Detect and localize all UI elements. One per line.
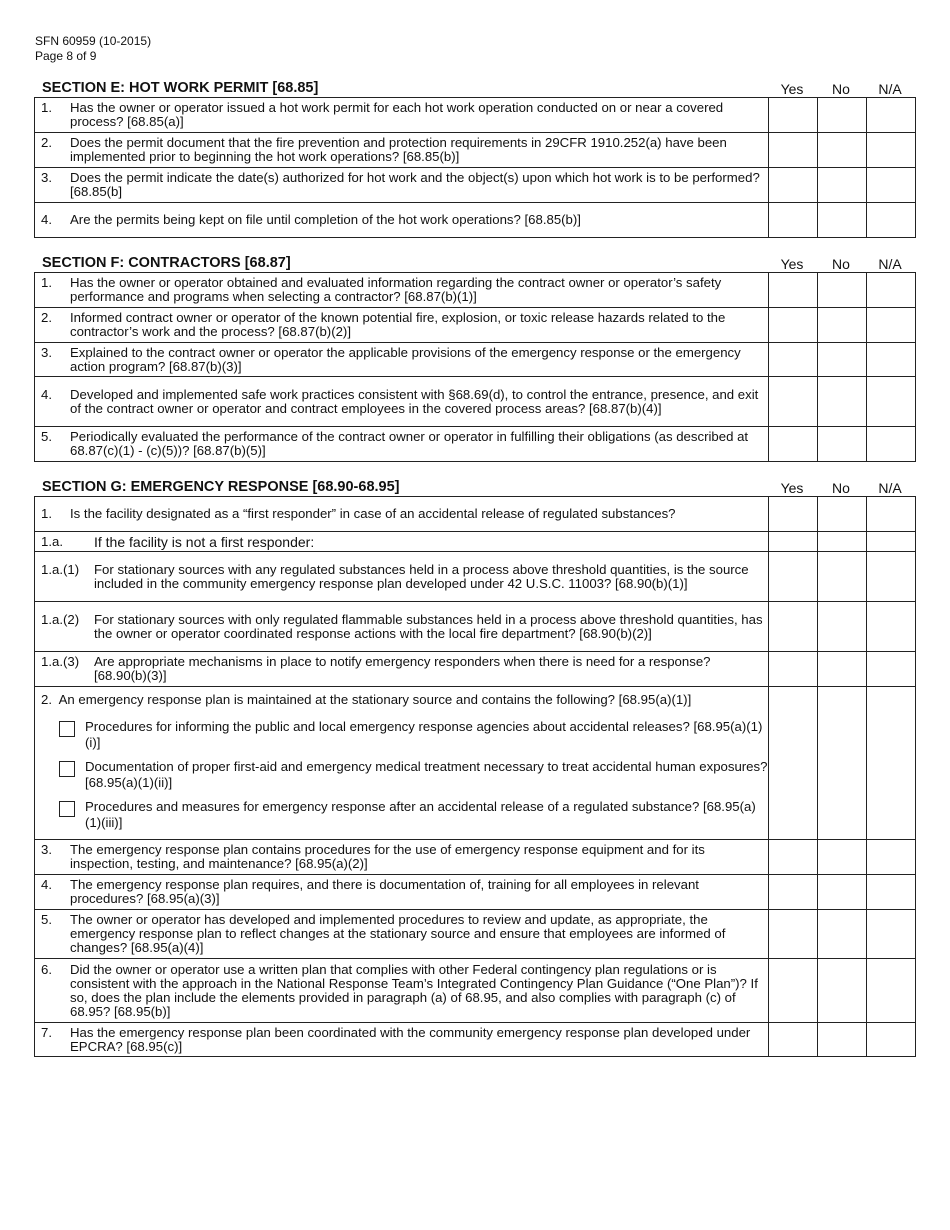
question-text: Are appropriate mechanisms in place to notify emergency responders when there is need for a response? [68.90(b)(3)]: [94, 654, 711, 683]
item-number: 2.: [41, 692, 52, 707]
na-cell[interactable]: [867, 1023, 916, 1057]
question-text: Does the permit document that the fire prevention and protection requirements in 29CFR 1910.252(a) have been implemented prior to beginning the hot work operations? [68.85(b)]: [70, 135, 727, 164]
item-number: 4.: [41, 212, 52, 227]
question-text: An emergency response plan is maintained at the stationary source and contains the following? [68.95(a)(1)]: [58, 692, 692, 707]
question-text: The owner or operator has developed and implemented procedures to review and update, as appropriate, the emergency response plan to reflect changes at the stationary source and ensure that employees are informed of changes? [68.95(a)(4)]: [70, 912, 726, 955]
na-cell[interactable]: [867, 168, 916, 203]
yes-cell: [769, 532, 818, 552]
form-id: SFN 60959 (10-2015): [35, 34, 152, 48]
item-number: 1.a.: [41, 533, 63, 549]
no-cell[interactable]: [818, 273, 867, 308]
item-number: 3.: [41, 842, 52, 857]
yes-cell[interactable]: [769, 652, 818, 687]
yes-cell[interactable]: [769, 343, 818, 377]
table-row: [35, 203, 916, 238]
no-cell[interactable]: [818, 203, 867, 238]
na-cell[interactable]: [867, 687, 916, 840]
item-number: 5.: [41, 429, 52, 444]
no-cell[interactable]: [818, 343, 867, 377]
question-text: The emergency response plan contains procedures for the use of emergency response equipment and for its inspection, testing, and maintenance? [68.95(a)(2)]: [70, 842, 705, 871]
table-row: [35, 427, 916, 462]
no-cell[interactable]: [818, 959, 867, 1023]
question-text: Explained to the contract owner or operator the applicable provisions of the emergency response or the emergency action program? [68.87(b)(3)]: [70, 344, 741, 374]
table-row: [35, 497, 916, 532]
table-row: [35, 687, 916, 840]
checklist-text: Procedures and measures for emergency response after an accidental release of a regulated substance? [68.95(a)(1)(iii)]: [85, 799, 756, 830]
question-text: The emergency response plan requires, and there is documentation of, training for all employees in relevant procedures? [68.95(a)(3)]: [70, 877, 699, 906]
na-cell[interactable]: [867, 959, 916, 1023]
table-row: [35, 343, 916, 377]
yes-cell[interactable]: [769, 875, 818, 910]
table-row: [35, 1023, 916, 1057]
na-cell[interactable]: [867, 308, 916, 343]
question-text: Does the permit indicate the date(s) authorized for hot work and the object(s) upon which hot work is to be performed? [68.85(b]: [70, 170, 760, 199]
item-number: 6.: [41, 961, 52, 977]
col-yes-label: Yes: [780, 256, 804, 272]
col-na-label: N/A: [878, 480, 902, 496]
section-f-title: SECTION F: CONTRACTORS [68.87]: [42, 255, 291, 271]
na-cell[interactable]: [867, 377, 916, 427]
no-cell[interactable]: [818, 910, 867, 959]
na-cell[interactable]: [867, 602, 916, 652]
no-cell[interactable]: [818, 687, 867, 840]
yes-cell[interactable]: [769, 910, 818, 959]
checkbox[interactable]: [59, 801, 75, 817]
table-row: [35, 377, 916, 427]
table-row: [35, 308, 916, 343]
item-number: 1.a.(1): [41, 561, 80, 577]
na-cell[interactable]: [867, 552, 916, 602]
table-row: [35, 168, 916, 203]
table-row: [35, 552, 916, 602]
col-na-label: N/A: [878, 81, 902, 97]
col-no-label: No: [832, 81, 850, 97]
no-cell[interactable]: [818, 427, 867, 462]
no-cell[interactable]: [818, 875, 867, 910]
no-cell: [818, 532, 867, 552]
table-row: [35, 273, 916, 308]
col-na-label: N/A: [878, 256, 902, 272]
checklist-text: Documentation of proper first-aid and emergency medical treatment necessary to treat accidental human exposures? [68.95(a)(1)(ii)]: [85, 759, 768, 790]
question-text: Has the owner or operator issued a hot work permit for each hot work operation conducted on or near a covered process? [68.85(a)]: [70, 100, 724, 129]
col-no-label: No: [832, 256, 850, 272]
yes-cell[interactable]: [769, 377, 818, 427]
section-e-table: [34, 97, 916, 238]
table-row: [35, 532, 916, 552]
na-cell[interactable]: [867, 840, 916, 875]
na-cell[interactable]: [867, 343, 916, 377]
yes-cell[interactable]: [769, 427, 818, 462]
question-text: Informed contract owner or operator of the known potential fire, explosion, or toxic release hazards related to the contractor’s work and the process? [68.87(b)(2)]: [70, 310, 726, 339]
table-row: [35, 652, 916, 687]
item-number: 1.a.(3): [41, 654, 80, 669]
na-cell[interactable]: [867, 98, 916, 133]
yes-cell[interactable]: [769, 497, 818, 532]
item-number: 4.: [41, 877, 52, 892]
yes-cell[interactable]: [769, 203, 818, 238]
item-number: 5.: [41, 912, 52, 927]
question-text: For stationary sources with any regulated substances held in a process above threshold quantities, is the source included in the community emergency response plan developed under 42 U.S.C. 11003? [68.90(b)(1)]: [94, 561, 749, 591]
item-number: 2.: [41, 310, 52, 325]
page-number: Page 8 of 9: [35, 49, 97, 63]
table-row: [35, 959, 916, 1023]
na-cell[interactable]: [867, 652, 916, 687]
table-row: [35, 840, 916, 875]
item-number: 1.: [41, 275, 52, 290]
no-cell[interactable]: [818, 377, 867, 427]
table-row: [35, 875, 916, 910]
table-row: [35, 98, 916, 133]
yes-cell[interactable]: [769, 840, 818, 875]
question-text: If the facility is not a first responder:: [94, 533, 315, 550]
table-row: [35, 602, 916, 652]
question-text: Did the owner or operator use a written plan that complies with other Federal contingency plan regulations or is consistent with the approach in the National Response Team’s Integrated Contingency Plan Guidance (“One Plan”)? If so, does the plan include the elements provided in paragraph (a) of 68.95, and also complies with paragraph (c) of 68.95? [68.95(b)]: [70, 961, 758, 1019]
question-text: Has the emergency response plan been coordinated with the community emergency response plan developed under EPCRA? [68.95(c)]: [70, 1024, 751, 1054]
na-cell[interactable]: [867, 273, 916, 308]
section-g-table: [34, 496, 916, 1057]
item-number: 3.: [41, 170, 52, 185]
na-cell: [867, 532, 916, 552]
checkbox[interactable]: [59, 721, 75, 737]
no-cell[interactable]: [818, 308, 867, 343]
yes-cell[interactable]: [769, 959, 818, 1023]
no-cell[interactable]: [818, 98, 867, 133]
no-cell[interactable]: [818, 133, 867, 168]
item-number: 1.: [41, 506, 52, 521]
yes-cell[interactable]: [769, 98, 818, 133]
table-row: [35, 133, 916, 168]
yes-cell[interactable]: [769, 133, 818, 168]
item-number: 4.: [41, 386, 52, 402]
yes-cell[interactable]: [769, 602, 818, 652]
checklist-item: [59, 799, 768, 831]
section-f-table: [34, 272, 916, 462]
yes-cell[interactable]: [769, 1023, 818, 1057]
section-e-title: SECTION E: HOT WORK PERMIT [68.85]: [42, 80, 319, 96]
yes-cell[interactable]: [769, 308, 818, 343]
col-no-label: No: [832, 480, 850, 496]
checklist-text: Procedures for informing the public and local emergency response agencies about accidental releases? [68.95(a)(1)(i)]: [85, 719, 763, 750]
question-text: Periodically evaluated the performance of the contract owner or operator in fulfilling their obligations (as described at 68.87(c)(1) - (c)(5))? [68.87(b)(5)]: [70, 429, 749, 458]
na-cell[interactable]: [867, 427, 916, 462]
question-text: Are the permits being kept on file until completion of the hot work operations? [68.85(b)]: [70, 212, 581, 227]
checkbox[interactable]: [59, 761, 75, 777]
item-number: 3.: [41, 344, 52, 360]
no-cell[interactable]: [818, 497, 867, 532]
na-cell[interactable]: [867, 497, 916, 532]
yes-cell[interactable]: [769, 168, 818, 203]
item-number: 7.: [41, 1024, 52, 1040]
no-cell[interactable]: [818, 652, 867, 687]
yes-cell[interactable]: [769, 273, 818, 308]
na-cell[interactable]: [867, 910, 916, 959]
yes-cell[interactable]: [769, 687, 818, 840]
item-number: 1.a.(2): [41, 611, 80, 627]
na-cell[interactable]: [867, 875, 916, 910]
col-yes-label: Yes: [780, 480, 804, 496]
checklist-item: [59, 719, 768, 751]
na-cell[interactable]: [867, 133, 916, 168]
question-text: Has the owner or operator obtained and evaluated information regarding the contract owner or operator’s safety performance and programs when selecting a contractor? [68.87(b)(1)]: [70, 275, 722, 304]
checklist-item: [59, 759, 768, 791]
question-text: For stationary sources with only regulated flammable substances held in a process above threshold quantities, has the owner or operator coordinated response actions with the local fire department? [68.90(b)(2)]: [94, 611, 763, 641]
col-yes-label: Yes: [780, 81, 804, 97]
yes-cell[interactable]: [769, 552, 818, 602]
table-row: [35, 910, 916, 959]
no-cell[interactable]: [818, 840, 867, 875]
item-number: 2.: [41, 135, 52, 150]
question-text: Developed and implemented safe work practices consistent with §68.69(d), to control the entrance, presence, and exit of the contract owner or operator and contract employees in the covered process areas? [68.87(b)(4)]: [70, 386, 759, 416]
no-cell[interactable]: [818, 552, 867, 602]
no-cell[interactable]: [818, 602, 867, 652]
item-number: 1.: [41, 100, 52, 115]
na-cell[interactable]: [867, 203, 916, 238]
section-g-title: SECTION G: EMERGENCY RESPONSE [68.90-68.95]: [42, 479, 400, 495]
no-cell[interactable]: [818, 1023, 867, 1057]
no-cell[interactable]: [818, 168, 867, 203]
question-text: Is the facility designated as a “first responder” in case of an accidental release of regulated substances?: [70, 506, 676, 521]
